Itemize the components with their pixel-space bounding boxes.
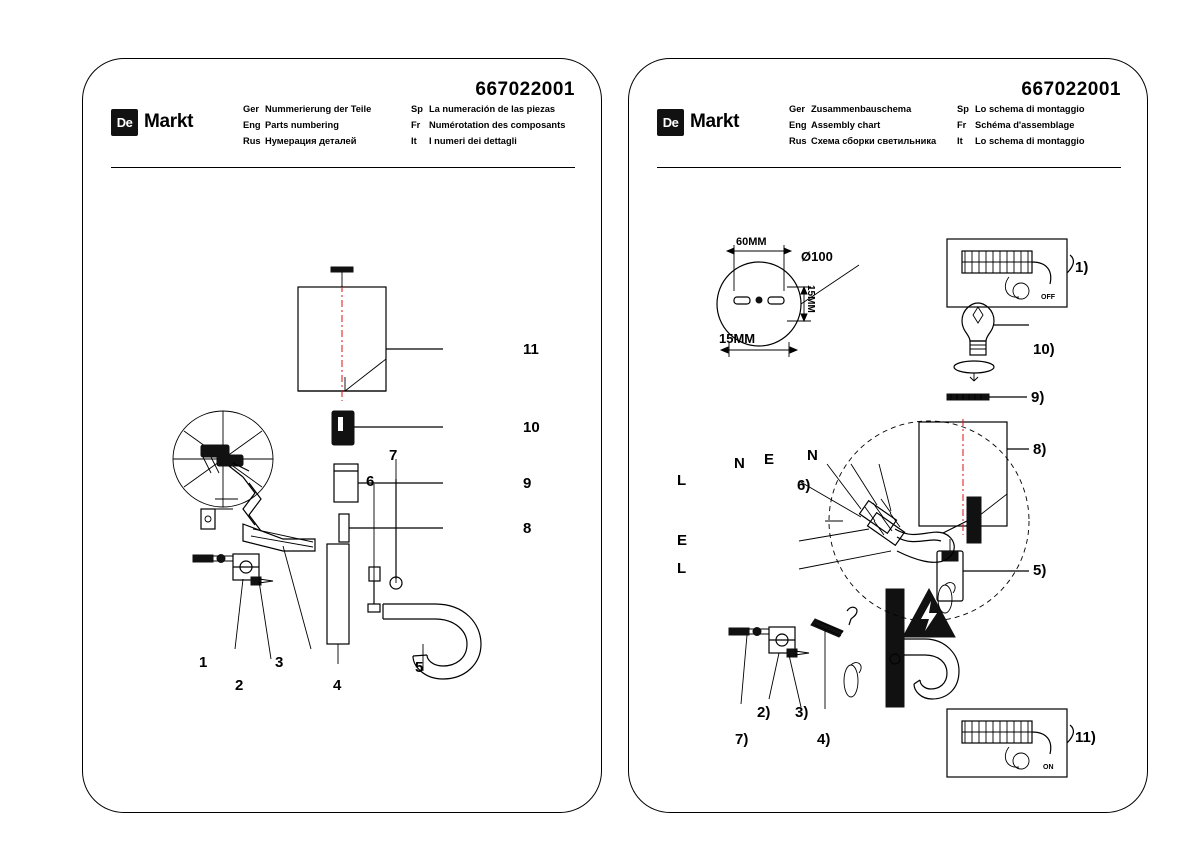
callout-7: 7 <box>389 447 398 464</box>
switch-on-label: ON <box>1043 764 1054 771</box>
lang-code: Sp <box>957 104 969 114</box>
brand-mark-icon: De <box>111 109 138 136</box>
step-1: 1) <box>1075 259 1089 276</box>
lang-code: Eng <box>243 120 261 130</box>
callout-6: 6 <box>366 473 375 490</box>
callout-8: 8 <box>523 520 532 537</box>
parts-drawing <box>83 59 603 814</box>
callout-3: 3 <box>275 654 284 671</box>
callout-2: 2 <box>235 677 244 694</box>
step-7: 7) <box>735 731 749 748</box>
lang-title: Assembly chart <box>811 120 881 130</box>
lang-code: Fr <box>957 120 967 130</box>
panel-assembly-chart <box>628 58 1148 813</box>
wire-label-n1: N <box>734 455 745 472</box>
product-code-right: 667022001 <box>1021 79 1121 100</box>
wire-label-l1: L <box>677 472 687 489</box>
brand-mark-icon: De <box>657 109 684 136</box>
lang-title: Lo schema di montaggio <box>975 136 1085 146</box>
brand-name: Markt <box>690 111 740 132</box>
brand-name: Markt <box>144 111 194 132</box>
lang-code: Rus <box>243 136 261 146</box>
callout-11: 11 <box>523 341 539 358</box>
step-4: 4) <box>817 731 831 748</box>
dimension-15mm-vertical: 15MM <box>805 285 816 313</box>
callout-4: 4 <box>333 677 342 694</box>
step-3: 3) <box>795 704 809 721</box>
dimension-15mm: 15MM <box>719 331 756 346</box>
callout-5: 5 <box>415 659 424 676</box>
lang-title: Lo schema di montaggio <box>975 104 1085 114</box>
dimension-60mm: 60MM <box>736 236 767 248</box>
wire-label-n2: N <box>807 447 818 464</box>
lang-code: It <box>957 136 963 146</box>
product-code-left: 667022001 <box>475 79 575 100</box>
wire-label-e1: E <box>764 451 775 468</box>
assembly-drawing <box>629 59 1149 814</box>
lang-title: I numeri dei dettagli <box>429 136 517 146</box>
step-10: 10) <box>1033 341 1055 358</box>
lang-title: Zusammenbauschema <box>811 104 912 114</box>
step-5: 5) <box>1033 562 1047 579</box>
lang-code: Ger <box>789 104 806 114</box>
step-11: 11) <box>1075 729 1096 746</box>
lang-code: Rus <box>789 136 807 146</box>
lang-code: Sp <box>411 104 423 114</box>
step-6: 6) <box>797 477 811 494</box>
lang-title: Схема сборки светильника <box>811 136 937 146</box>
step-9: 9) <box>1031 389 1045 406</box>
lang-code: Ger <box>243 104 260 114</box>
lang-title: Nummerierung der Teile <box>265 104 372 114</box>
step-2: 2) <box>757 704 771 721</box>
lang-title: Numérotation des composants <box>429 120 566 130</box>
lang-code: Eng <box>789 120 807 130</box>
lang-code: Fr <box>411 120 421 130</box>
panel-parts-numbering <box>82 58 602 813</box>
wire-label-e2: E <box>677 532 688 549</box>
lang-code: It <box>411 136 417 146</box>
wire-label-l2: L <box>677 560 687 577</box>
dimension-diameter-100: Ø100 <box>801 249 833 264</box>
lang-title: Parts numbering <box>265 120 339 130</box>
callout-10: 10 <box>523 419 540 436</box>
switch-off-label: OFF <box>1041 294 1055 301</box>
callout-1: 1 <box>199 654 208 671</box>
lang-title: La numeración de las piezas <box>429 104 556 114</box>
lang-title: Schéma d'assemblage <box>975 120 1075 130</box>
lang-title: Нумерация деталей <box>265 136 357 146</box>
callout-9: 9 <box>523 475 532 492</box>
step-8: 8) <box>1033 441 1047 458</box>
